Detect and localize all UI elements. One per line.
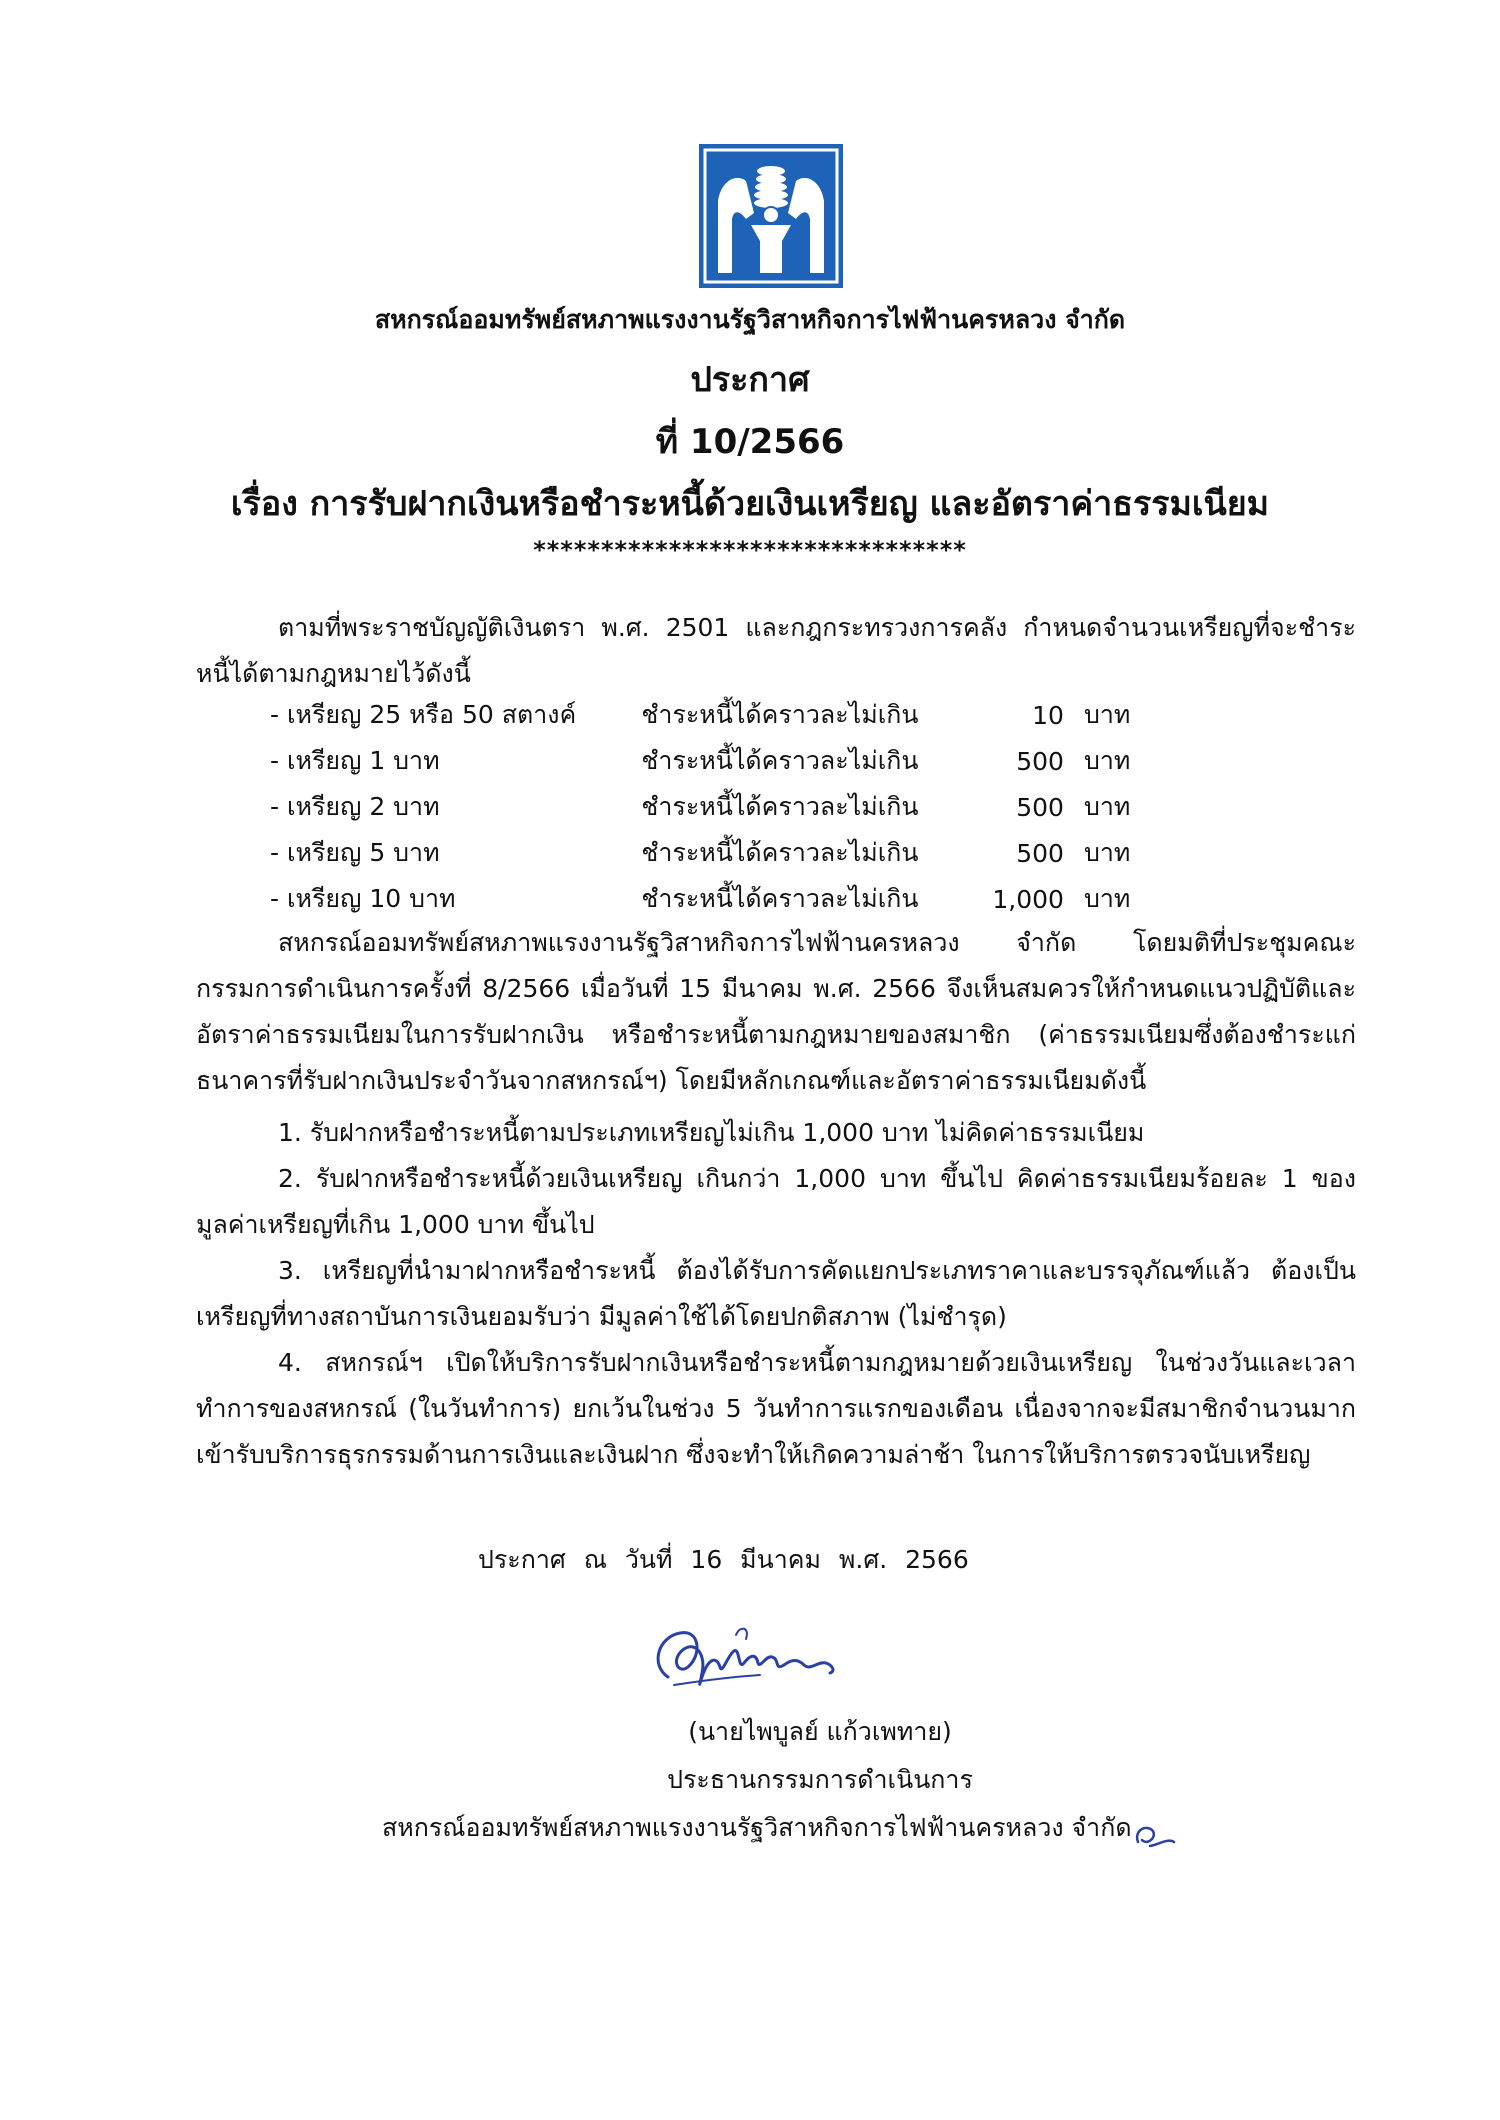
initial-mark-icon xyxy=(1130,1818,1180,1854)
coin-limit-label: ชำระหนี้ได้คราวละไม่เกิน xyxy=(641,792,919,821)
cooperative-logo-icon xyxy=(696,141,846,291)
signer-name: (นายไพบูลย์ แก้วเพทาย) xyxy=(688,1717,952,1746)
rule-item-2: 2. รับฝากหรือชำระหนี้ด้วยเงินเหรียญ เกินกว่า 1,000 บาท ขึ้นไป คิดค่าธรรมเนียมร้อยละ 1 ของมูลค่าเหรียญที่เกิน 1,000 บาท ขึ้นไป xyxy=(196,1164,1356,1239)
coin-type: - เหรียญ 1 บาท xyxy=(270,746,440,775)
intro-paragraph: ตามที่พระราชบัญญัติเงินตรา พ.ศ. 2501 และกฎกระทรวงการคลัง กำหนดจำนวนเหรียญที่จะชำระหนี้ได้ตามกฎหมายไว้ดังนี้ xyxy=(196,613,1356,688)
rule-item-1: 1. รับฝากหรือชำระหนี้ตามประเภทเหรียญไม่เกิน 1,000 บาท ไม่คิดค่าธรรมเนียม xyxy=(278,1118,1145,1147)
coin-limit-unit: บาท xyxy=(1083,792,1131,821)
signer-position: ประธานกรรมการดำเนินการ xyxy=(667,1765,973,1794)
coin-limit-amount: 500 xyxy=(1016,792,1064,822)
coin-limit-unit: บาท xyxy=(1083,884,1131,913)
resolution-paragraph: สหกรณ์ออมทรัพย์สหภาพแรงงานรัฐวิสาหกิจการไฟฟ้านครหลวง จำกัด โดยมติที่ประชุมคณะกรรมการดำเนินการครั้งที่ 8/2566 เมื่อวันที่ 15 มีนาคม พ.ศ. 2566 จึงเห็นสมควรให้กำหนดแนวปฏิบัติและอัตราค่าธรรมเนียมในการรับฝากเงิน หรือชำระหนี้ตามกฎหมายของสมาชิก (ค่าธรรมเนียมซึ่งต้องชำระแก่ธนาคารที่รับฝากเงินประจำวันจากสหกรณ์ฯ) โดยมีหลักเกณฑ์และอัตราค่าธรรมเนียมดังนี้ xyxy=(196,928,1356,1095)
coin-limit-unit: บาท xyxy=(1083,838,1131,867)
separator-line: ******************************** xyxy=(533,536,967,564)
coin-limit-amount: 500 xyxy=(1016,838,1064,868)
rule-item-3: 3. เหรียญที่นำมาฝากหรือชำระหนี้ ต้องได้รับการคัดแยกประเภทราคาและบรรจุภัณฑ์แล้ว ต้องเป็นเหรียญที่ทางสถาบันการเงินยอมรับว่า มีมูลค่าใช้ได้โดยปกติสภาพ (ไม่ชำรุด) xyxy=(196,1256,1356,1331)
coin-limit-unit: บาท xyxy=(1083,746,1131,775)
coin-limit-label: ชำระหนี้ได้คราวละไม่เกิน xyxy=(641,838,919,867)
table-row xyxy=(270,876,1170,922)
coin-limit-label: ชำระหนี้ได้คราวละไม่เกิน xyxy=(641,746,919,775)
coin-limit-label: ชำระหนี้ได้คราวละไม่เกิน xyxy=(641,884,919,913)
org-title: สหกรณ์ออมทรัพย์สหภาพแรงงานรัฐวิสาหกิจการไฟฟ้านครหลวง จำกัด xyxy=(374,305,1126,334)
coin-type: - เหรียญ 25 หรือ 50 สตางค์ xyxy=(270,700,577,729)
announcement-subject: เรื่อง การรับฝากเงินหรือชำระหนี้ด้วยเงินเหรียญ และอัตราค่าธรรมเนียม xyxy=(230,484,1270,524)
coin-type: - เหรียญ 2 บาท xyxy=(270,792,440,821)
table-row xyxy=(270,692,1170,738)
coin-limit-amount: 10 xyxy=(1032,700,1064,730)
signature-icon xyxy=(640,1615,850,1695)
rule-item-4: 4. สหกรณ์ฯ เปิดให้บริการรับฝากเงินหรือชำระหนี้ตามกฎหมายด้วยเงินเหรียญ ในช่วงวันและเวลาทำการของสหกรณ์ (ในวันทำการ) ยกเว้นในช่วง 5 วันทำการแรกของเดือน เนื่องจากจะมีสมาชิกจำนวนมากเข้ารับบริการธุรกรรมด้านการเงินและเงินฝาก ซึ่งจะทำให้เกิดความล่าช้า ในการให้บริการตรวจนับเหรียญ xyxy=(196,1348,1356,1469)
coin-rules-table xyxy=(270,692,1170,922)
coin-type: - เหรียญ 10 บาท xyxy=(270,884,456,913)
coin-limit-amount: 500 xyxy=(1016,746,1064,776)
announcement-dateline: ประกาศ ณ วันที่ 16 มีนาคม พ.ศ. 2566 xyxy=(478,1545,969,1574)
signer-organization: สหกรณ์ออมทรัพย์สหภาพแรงงานรัฐวิสาหกิจการไฟฟ้านครหลวง จำกัด xyxy=(382,1813,1132,1842)
table-row xyxy=(270,784,1170,830)
coin-type: - เหรียญ 5 บาท xyxy=(270,838,440,867)
table-row xyxy=(270,830,1170,876)
coin-limit-unit: บาท xyxy=(1083,700,1131,729)
table-row xyxy=(270,738,1170,784)
coin-limit-amount: 1,000 xyxy=(992,884,1064,914)
announcement-title: ประกาศ xyxy=(690,360,810,400)
announcement-number: ที่ 10/2566 xyxy=(655,422,845,462)
coin-limit-label: ชำระหนี้ได้คราวละไม่เกิน xyxy=(641,700,919,729)
